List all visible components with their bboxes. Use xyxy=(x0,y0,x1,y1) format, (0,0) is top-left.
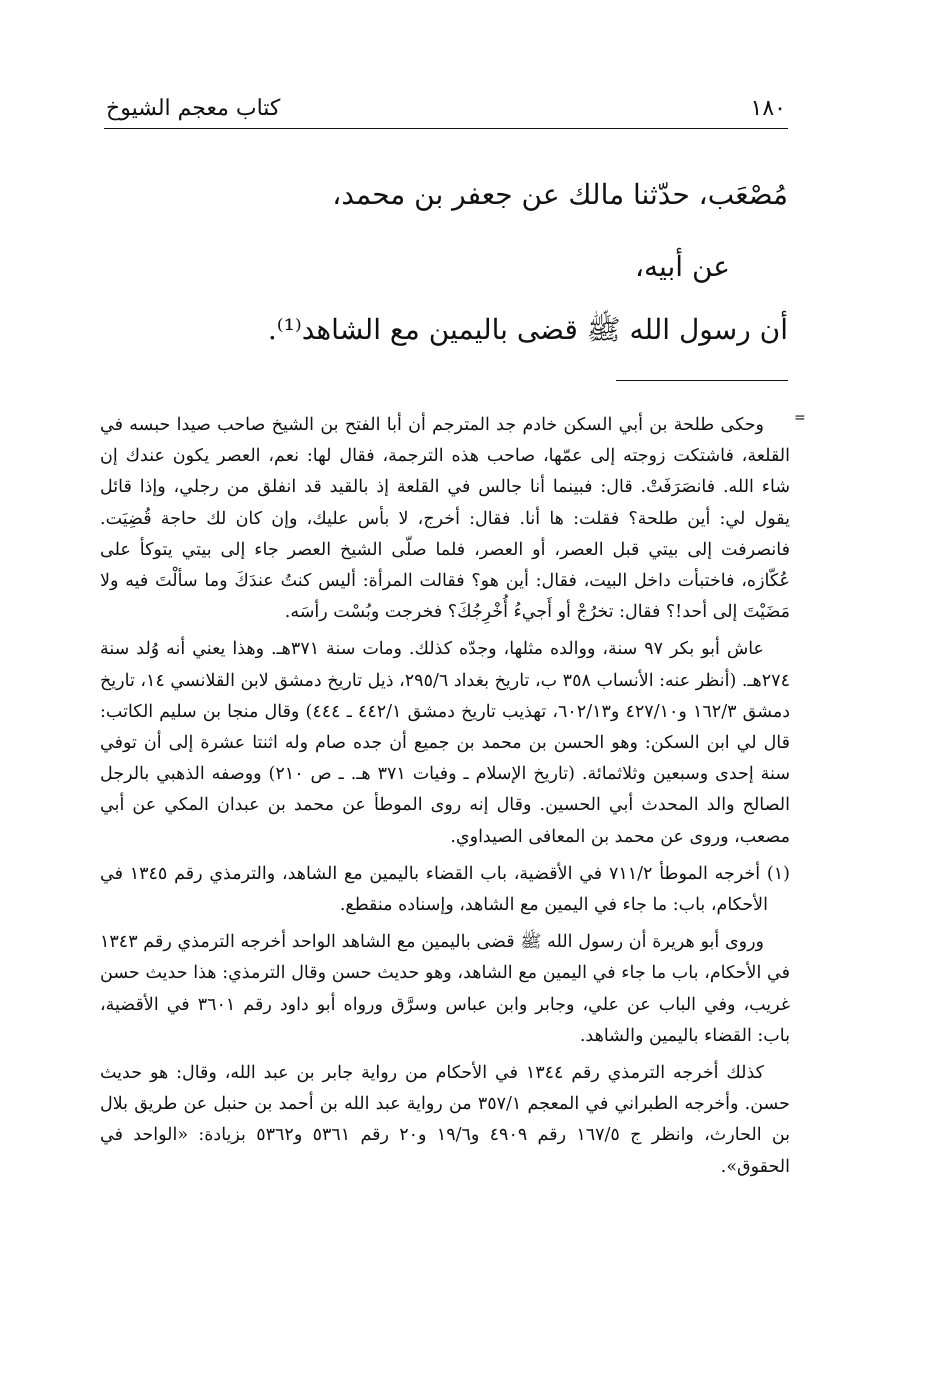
hadith-line: أن رسول الله ﷺ قضى باليمين مع الشاهد⁽¹⁾. xyxy=(267,313,788,346)
hadith-line: عن أبيه، xyxy=(635,250,730,283)
page-number: ١٨٠ xyxy=(750,96,786,121)
book-title: كتاب معجم الشيوخ xyxy=(106,96,281,121)
footnote-paragraph: وحكى طلحة بن أبي السكن خادم جد المترجم أن أبا الفتح بن الشيخ صاحب صيدا حبسه في القلعة، فاشتكت زوجته إلى عمّها، صاحب هذه الترجمة، فقال لها: نعم، العصر يكون عندك إن شاء الله. فانصَرَفَتْ. قال: فبينما أنا جالس في القلعة إذ بالقيد قد انفلق من رجلي، وإذا قائل يقول لي: أين طلحة؟ فقلت: ها أنا. فقال: أخرج، لا بأس عليك، وإن كان لك حاجة قُضِيَت. فانصرفت إلى بيتي قبل العصر، أو العصر، فلما صلّى الشيخ العصر جاء إلى بيتي يتوكأ على عُكّازه، فاختبأت داخل البيت، فقال: أين هو؟ فقالت المرأة: أليس كنتُ عندَكَ وما سألْتَ فيه ولا مَضَيْتَ إلى أحد!؟ فقال: تخرُجْ أو أَجيءُ أُخْرِجُكَ؟ فخرجت وبُسْت رأسَه. xyxy=(100,415,790,623)
footnote-1: (١) أخرجه الموطأ ٧١١/٢ في الأقضية، باب القضاء باليمين مع الشاهد، والترمذي رقم ١٣٤٥ في الأحكام، باب: ما جاء في اليمين مع الشاهد، وإسناده منقطع. xyxy=(100,863,790,916)
footnote-paragraph: كذلك أخرجه الترمذي رقم ١٣٤٤ في الأحكام من رواية جابر بن عبد الله، وقال: هو حديث حسن. وأخرجه الطبراني في المعجم ٣٥٧/١ من رواية عبد الله بن أحمد بن حنبل عن طريق بلال بن الحارث، وانظر ج ١٦٧/٥ رقم ٤٩٠٩ و١٩/٦ و٢٠ رقم ٥٣٦١ و٥٣٦٢ بزيادة: «الواحد في الحقوق». xyxy=(100,1063,791,1177)
footnotes xyxy=(100,410,790,1189)
running-header xyxy=(104,96,788,129)
footnote-paragraph: عاش أبو بكر ٩٧ سنة، ووالده مثلها، وجدّه كذلك. ومات سنة ٣٧١هـ. وهذا يعني أنه وُلد سنة ٢٧٤هـ. (أنظر عنه: الأنساب ٣٥٨ ب، تاريخ بغداد ٢٩٥/٦، ذيل تاريخ دمشق لابن القلانسي ١٤، تاريخ دمشق ١٦٢/٣ و٤٢٧/١٠ و٦٠٢/١٣، تهذيب تاريخ دمشق ٤٤٢/١ ـ ٤٤٤) وقال منجا بن سليم الكاتب: قال لي ابن السكن: وهو الحسن بن محمد بن جميع أن جده صام وله اثنتا عشرة إلى أن توفي سنة إحدى وسبعين وثلاثمائة. (تاريخ الإسلام ـ وفيات ٣٧١ هـ. ـ ص ٢١٠) ووصفه الذهبي بالرجل الصالح والد المحدث أبي الحسين. وقال إنه روى الموطأ عن محمد بن عبدان المكي عن أبي مصعب، وروى عن محمد بن المعافى الصيداوي. xyxy=(100,639,791,847)
hadith-line: مُصْعَب، حدّثنا مالك عن جعفر بن محمد، xyxy=(332,178,788,211)
footnote-separator xyxy=(616,380,788,381)
continuation-marker: = xyxy=(794,410,806,426)
footnote-paragraph: وروى أبو هريرة أن رسول الله ﷺ قضى باليمين مع الشاهد الواحد أخرجه الترمذي رقم ١٣٤٣ في الأحكام، باب ما جاء في اليمين مع الشاهد، وهو حديث حسن وقال الترمذي: هذا حديث حسن غريب، وفي الباب عن علي، وجابر وابن عباس وسرَّق ورواه أبو داود رقم ٣٦٠١ في الأقضية، باب: القضاء باليمين والشاهد. xyxy=(100,932,790,1046)
